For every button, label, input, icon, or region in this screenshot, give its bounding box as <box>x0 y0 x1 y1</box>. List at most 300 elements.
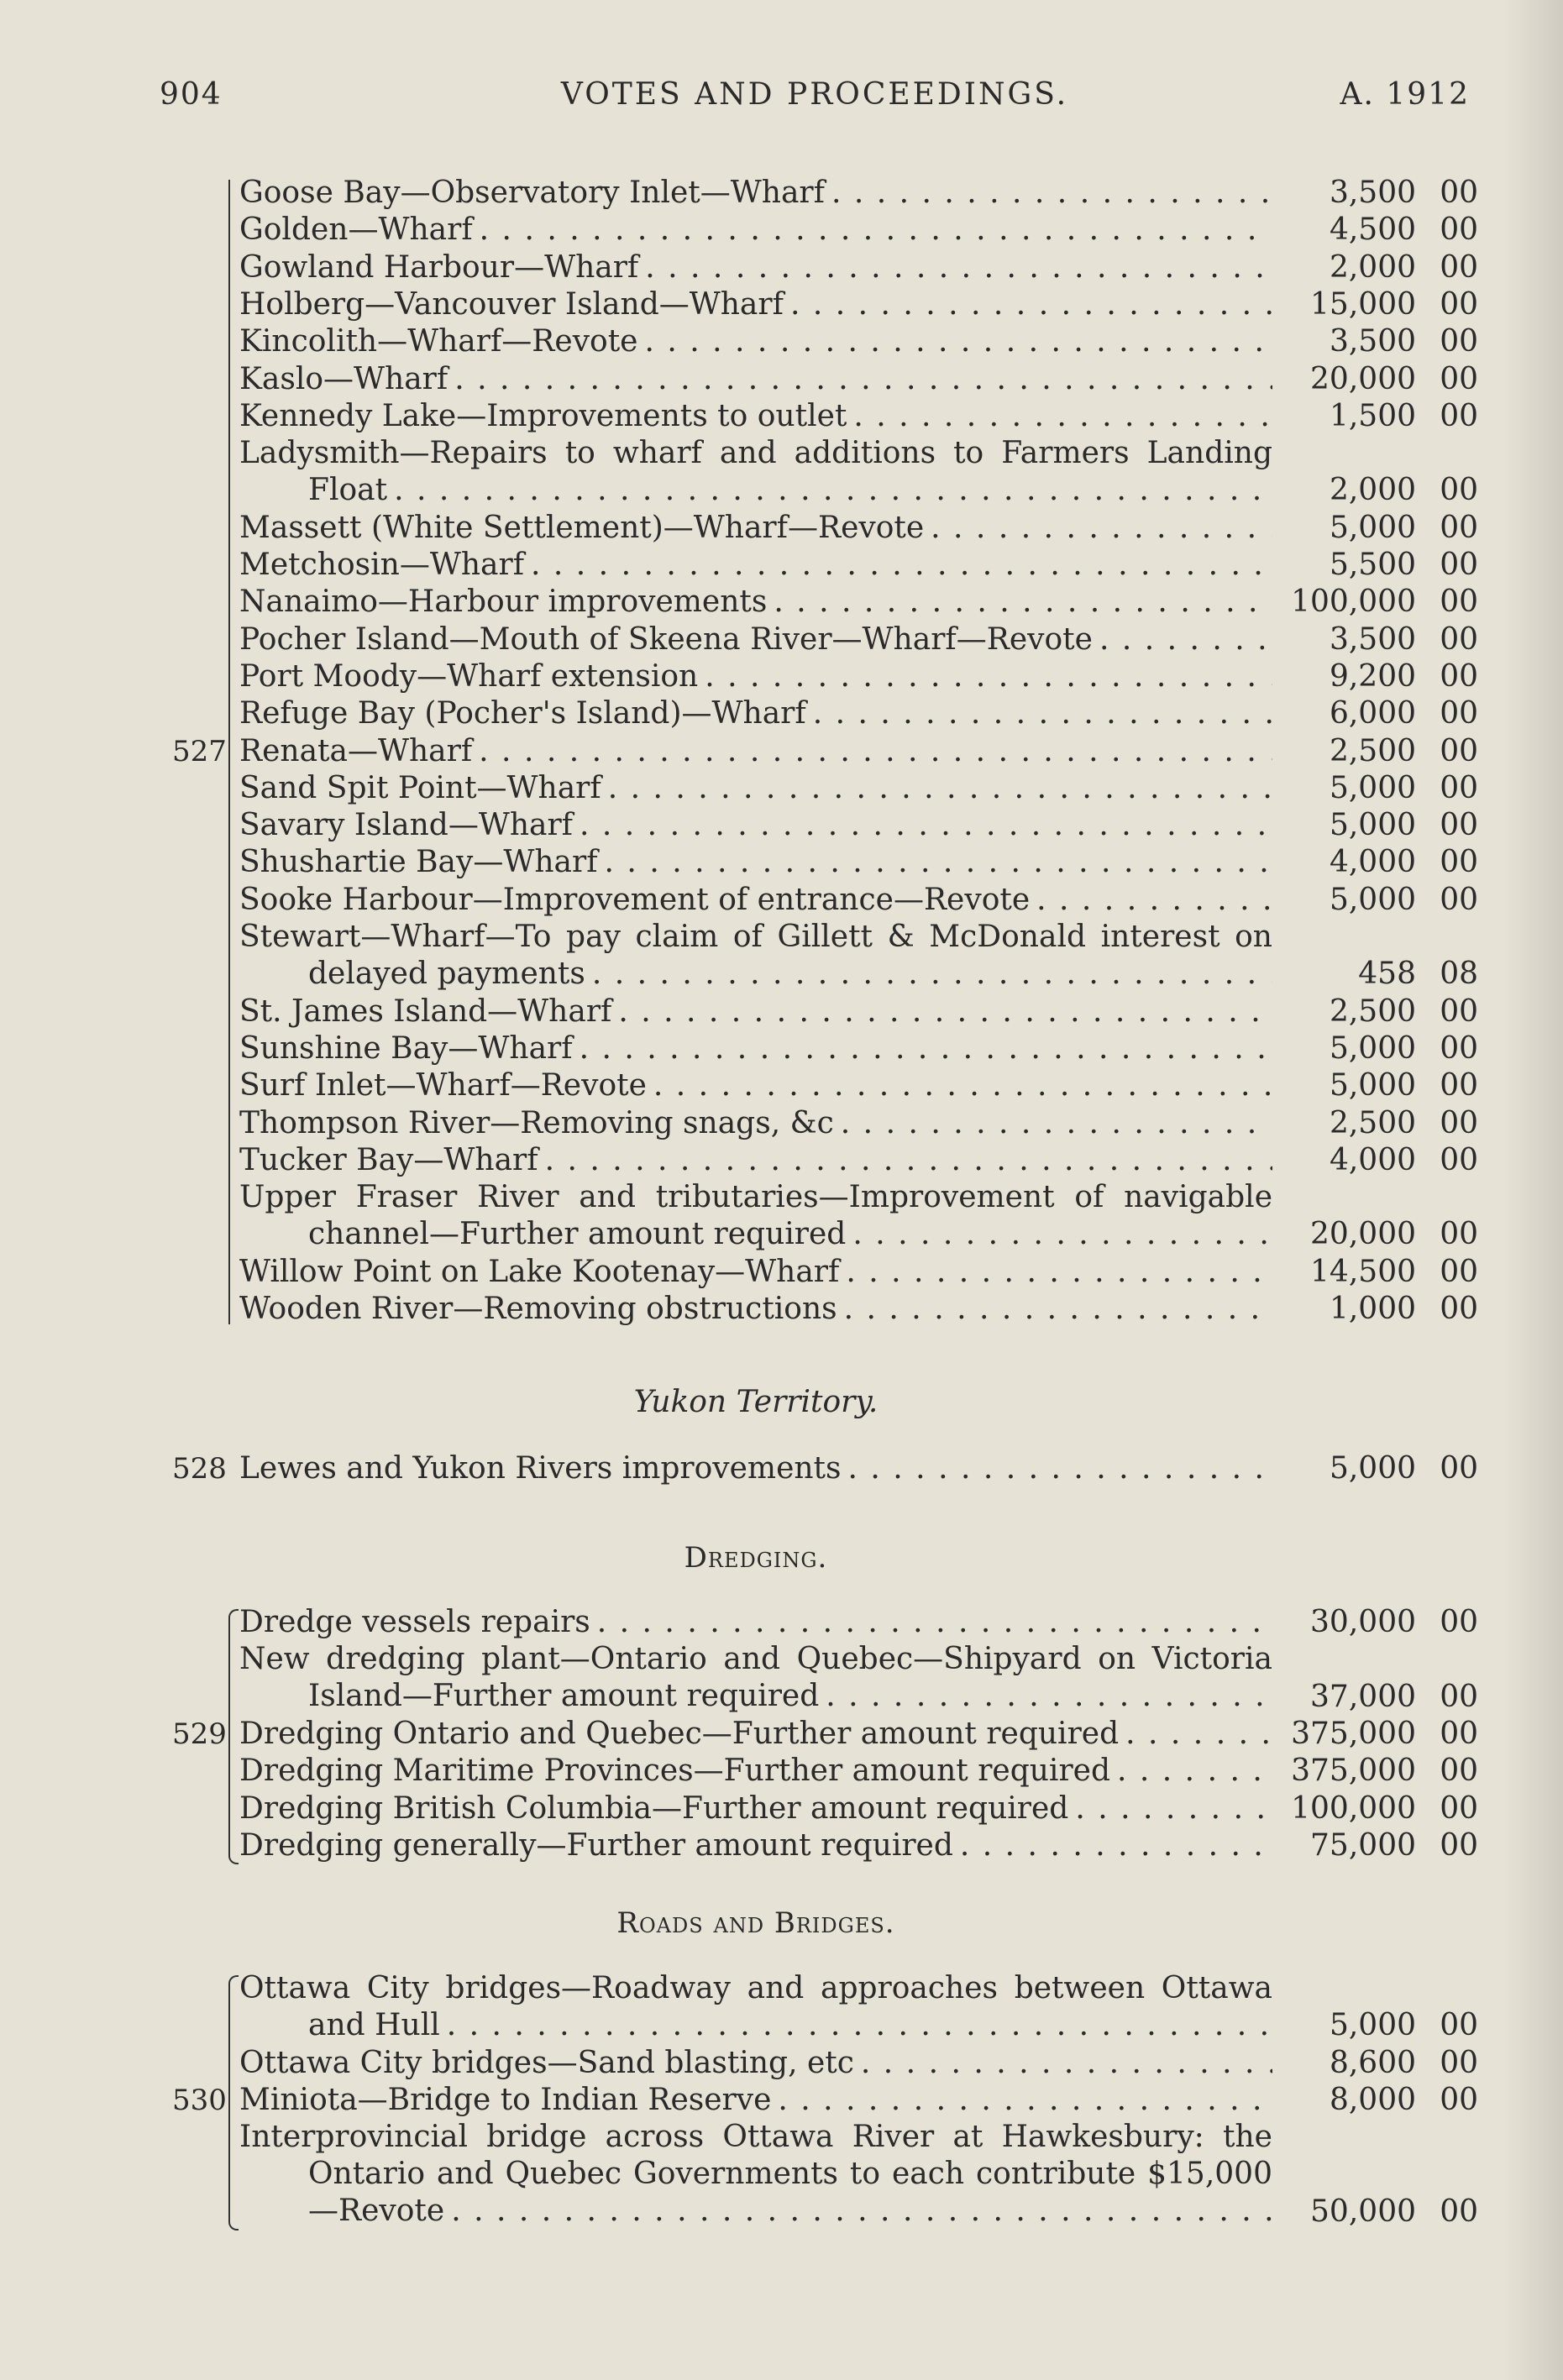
amount <box>1260 2082 1478 2119</box>
estimate-entry <box>239 1753 1272 1790</box>
amount-dollars: 1,000 <box>1329 1292 1416 1326</box>
dot-leader <box>842 1450 1272 1487</box>
entry-last-line <box>239 1790 1272 1827</box>
amount <box>1260 1679 1478 1716</box>
group-bracket <box>228 1609 239 1864</box>
amount-cents: 00 <box>1440 1030 1478 1066</box>
dot-leader <box>846 1216 1272 1253</box>
entry-text: Golden—Wharf <box>239 212 473 248</box>
amount-cents: 00 <box>1440 1754 1478 1789</box>
amount-dollars: 5,000 <box>1329 1030 1416 1066</box>
amount-dollars: 5,000 <box>1329 770 1416 805</box>
entry-leader-row <box>239 695 1272 732</box>
amount <box>1260 286 1478 323</box>
entry-text: Goose Bay—Observatory Inlet—Wharf <box>239 176 825 210</box>
entry-last-line <box>239 212 1272 249</box>
entry-text: Lewes and Yukon Rivers improvements <box>239 1451 842 1486</box>
page-header <box>160 77 1470 119</box>
entry-text: delayed payments <box>308 957 585 991</box>
dot-leader <box>924 510 1272 547</box>
entry-last-line <box>239 621 1272 658</box>
amount-dollars: 458 <box>1358 957 1416 992</box>
dot-leader <box>473 212 1272 249</box>
estimate-entry <box>239 286 1272 323</box>
dot-leader <box>771 2082 1272 2119</box>
entry-line <box>239 1641 1272 1678</box>
entry-text: —Revote <box>308 2194 445 2229</box>
dot-leader <box>784 286 1272 323</box>
entry-leader-row <box>239 1716 1272 1753</box>
amount <box>1260 249 1478 286</box>
estimate-entry <box>239 919 1272 993</box>
entry-leader-row <box>239 361 1272 398</box>
entry-leader-row <box>239 1827 1272 1864</box>
entry-leader-row <box>239 1030 1272 1067</box>
estimate-entry <box>239 1030 1272 1067</box>
page-number: 904 <box>160 77 223 112</box>
amount-dollars: 8,000 <box>1329 2082 1416 2117</box>
entry-leader-row <box>239 1254 1272 1291</box>
estimate-entry <box>239 175 1272 212</box>
entry-leader-row <box>239 175 1272 212</box>
dot-leader <box>538 1142 1272 1179</box>
entry-leader-row <box>239 286 1272 323</box>
estimate-entry <box>239 584 1272 621</box>
estimate-entry <box>239 1450 1272 1487</box>
dot-leader <box>819 1678 1272 1715</box>
entry-leader-row <box>239 1142 1272 1179</box>
entry-last-line <box>239 1827 1272 1864</box>
amount <box>1260 1254 1478 1291</box>
amount <box>1260 212 1478 249</box>
vote-number: 528 <box>172 1452 227 1486</box>
amount-cents: 00 <box>1440 2194 1478 2229</box>
amount <box>1260 1216 1478 1253</box>
entry-text: channel—Further amount required <box>308 1217 847 1252</box>
amount-cents: 00 <box>1440 176 1478 210</box>
dot-leader <box>1093 621 1272 658</box>
entry-last-line <box>239 1604 1272 1641</box>
estimate-entry <box>239 733 1272 770</box>
session-year: A. 1912 <box>1340 77 1470 112</box>
estimate-entry <box>239 361 1272 398</box>
amount-dollars: 75,000 <box>1310 1827 1416 1863</box>
entry-text: Dredging generally—Further amount required <box>239 1827 953 1863</box>
entry-last-line <box>239 249 1272 286</box>
entry-last-line <box>239 1142 1272 1179</box>
estimate-entry <box>239 1105 1272 1142</box>
dot-leader <box>854 2045 1272 2082</box>
amount <box>1260 1716 1478 1753</box>
entry-text: Willow Point on Lake Kootenay—Wharf <box>239 1254 840 1289</box>
amount-cents: 00 <box>1440 249 1478 285</box>
estimate-entry <box>239 770 1272 807</box>
amount-cents: 00 <box>1440 548 1478 582</box>
amount <box>1260 510 1478 547</box>
amount-cents: 00 <box>1440 1451 1478 1486</box>
entry-last-line <box>239 1030 1272 1067</box>
entry-last-line <box>239 1716 1272 1753</box>
dot-leader <box>387 472 1272 509</box>
amount-cents: 00 <box>1440 510 1478 545</box>
entry-last-line <box>239 1067 1272 1104</box>
dot-leader <box>573 807 1272 844</box>
entry-last-line <box>239 2193 1272 2230</box>
entry-leader-row <box>239 249 1272 286</box>
entry-text: Kaslo—Wharf <box>239 361 448 396</box>
dot-leader <box>440 2007 1272 2044</box>
amount <box>1260 956 1478 993</box>
amount <box>1260 2007 1478 2044</box>
amount-cents: 00 <box>1440 1790 1478 1826</box>
entry-last-line <box>239 695 1272 732</box>
amount-dollars: 1,500 <box>1329 398 1416 433</box>
vote-number: 529 <box>172 1717 227 1751</box>
estimate-entry <box>239 1716 1272 1753</box>
entry-last-line <box>239 658 1272 695</box>
amount-cents: 00 <box>1440 2008 1478 2043</box>
estimate-entry <box>239 1827 1272 1864</box>
section-heading: Roads and Bridges. <box>616 1906 895 1940</box>
dot-leader <box>448 361 1272 398</box>
section-heading: Dredging. <box>684 1541 828 1575</box>
entry-last-line <box>239 361 1272 398</box>
amount <box>1260 323 1478 360</box>
amount <box>1260 1827 1478 1864</box>
entry-text: Wooden River—Removing obstructions <box>239 1292 837 1326</box>
estimate-entry <box>239 993 1272 1030</box>
amount-cents: 00 <box>1440 2082 1478 2117</box>
amount <box>1260 1030 1478 1067</box>
entry-text: Dredge vessels repairs <box>239 1605 590 1639</box>
amount-cents: 00 <box>1440 1142 1478 1177</box>
entry-leader-row <box>239 1067 1272 1104</box>
entry-text: Renata—Wharf <box>239 733 473 768</box>
dot-leader <box>825 175 1272 212</box>
amount-dollars: 4,000 <box>1329 1142 1416 1177</box>
entry-text: Surf Inlet—Wharf—Revote <box>239 1068 647 1104</box>
amount-dollars: 5,000 <box>1329 510 1416 545</box>
entry-last-line <box>239 1450 1272 1487</box>
entry-leader-row <box>308 472 1272 509</box>
entry-last-line <box>239 844 1272 881</box>
amount <box>1260 1291 1478 1328</box>
entry-leader-row <box>239 1105 1272 1142</box>
estimate-entry <box>239 882 1272 919</box>
amount-cents: 00 <box>1440 398 1478 433</box>
amount-cents: 00 <box>1440 1292 1478 1326</box>
entry-text: Nanaimo—Harbour improvements <box>239 585 768 620</box>
amount-dollars: 5,000 <box>1329 1451 1416 1486</box>
entry-last-line <box>239 1105 1272 1142</box>
entry-text: Tucker Bay—Wharf <box>239 1142 538 1177</box>
amount <box>1260 807 1478 844</box>
amount-dollars: 14,500 <box>1310 1254 1416 1289</box>
entry-last-line <box>239 1216 1272 1253</box>
amount <box>1260 547 1478 584</box>
group-bracket <box>228 1975 239 2231</box>
amount-cents: 00 <box>1440 770 1478 805</box>
estimate-entry <box>239 1254 1272 1291</box>
dot-leader <box>638 323 1273 360</box>
amount-cents: 00 <box>1440 1827 1478 1863</box>
entry-text: Sunshine Bay—Wharf <box>239 1030 573 1066</box>
entry-line <box>239 919 1272 956</box>
estimate-entry <box>239 1790 1272 1827</box>
entry-last-line <box>239 733 1272 770</box>
entry-leader-row <box>239 807 1272 844</box>
amount <box>1260 770 1478 807</box>
amount-cents: 00 <box>1440 1068 1478 1104</box>
entry-leader-row <box>239 1604 1272 1641</box>
estimate-entry <box>239 2082 1272 2119</box>
entry-leader-row <box>308 1678 1272 1715</box>
amount-dollars: 100,000 <box>1291 1790 1416 1826</box>
estimate-entry <box>239 844 1272 881</box>
entry-leader-row <box>239 584 1272 621</box>
entry-text: and Hull <box>308 2008 440 2042</box>
estimate-entry <box>239 398 1272 435</box>
amount <box>1260 658 1478 695</box>
entry-last-line <box>239 1291 1272 1328</box>
amount-cents: 00 <box>1440 473 1478 508</box>
entry-line <box>239 435 1272 472</box>
amount-cents: 00 <box>1440 621 1478 657</box>
entry-leader-row <box>239 993 1272 1030</box>
entry-leader-row <box>239 844 1272 881</box>
amount <box>1260 844 1478 881</box>
entry-line <box>239 1970 1272 2007</box>
amount-dollars: 37,000 <box>1310 1679 1416 1714</box>
entry-text: Sooke Harbour—Improvement of entrance—Revote <box>239 882 1031 917</box>
amount-dollars: 5,500 <box>1329 548 1416 582</box>
entry-text: Gowland Harbour—Wharf <box>239 249 639 285</box>
entry-leader-row <box>239 1753 1272 1790</box>
entry-last-line <box>239 175 1272 212</box>
amount-dollars: 2,500 <box>1329 1105 1416 1140</box>
dot-leader <box>847 398 1272 435</box>
amount <box>1260 1067 1478 1104</box>
amount <box>1260 1450 1478 1487</box>
dot-leader <box>953 1827 1272 1864</box>
amount-cents: 00 <box>1440 361 1478 396</box>
entry-leader-row <box>239 2082 1272 2119</box>
estimate-entry <box>239 212 1272 249</box>
dot-leader <box>834 1105 1272 1142</box>
estimate-entry <box>239 1291 1272 1328</box>
entry-text: Holberg—Vancouver Island—Wharf <box>239 286 784 322</box>
section-heading: Yukon Territory. <box>633 1385 879 1419</box>
entry-leader-row <box>239 547 1272 584</box>
dot-leader <box>601 770 1272 807</box>
amount-dollars: 15,000 <box>1310 286 1416 322</box>
amount <box>1260 621 1478 658</box>
amount <box>1260 584 1478 621</box>
entry-last-line <box>239 993 1272 1030</box>
entry-last-line <box>239 510 1272 547</box>
estimate-entry <box>239 510 1272 547</box>
dot-leader <box>837 1291 1272 1328</box>
entry-last-line <box>239 1254 1272 1291</box>
vote-number: 527 <box>172 734 227 768</box>
entry-leader-row <box>239 1790 1272 1827</box>
entry-last-line <box>239 2045 1272 2082</box>
amount-cents: 00 <box>1440 696 1478 731</box>
entry-text: Refuge Bay (Pocher's Island)—Wharf <box>239 696 806 731</box>
estimate-entry <box>239 2119 1272 2230</box>
amount-cents: 00 <box>1440 658 1478 694</box>
amount-dollars: 5,000 <box>1329 882 1416 917</box>
entry-text: Sand Spit Point—Wharf <box>239 770 601 805</box>
entry-leader-row <box>308 2193 1272 2230</box>
dot-leader <box>1110 1753 1272 1790</box>
dot-leader <box>767 584 1272 621</box>
amount-cents: 00 <box>1440 1605 1478 1639</box>
amount <box>1260 361 1478 398</box>
entry-line <box>239 1179 1272 1216</box>
dot-leader <box>638 249 1272 286</box>
amount-cents: 08 <box>1440 957 1478 992</box>
entry-last-line <box>239 547 1272 584</box>
dot-leader <box>611 993 1272 1030</box>
estimate-entry <box>239 547 1272 584</box>
entry-last-line <box>239 956 1272 993</box>
amount <box>1260 472 1478 509</box>
page-title: VOTES AND PROCEEDINGS. <box>560 77 1069 112</box>
entry-leader-row <box>239 770 1272 807</box>
dot-leader <box>590 1604 1272 1641</box>
dot-leader <box>472 733 1272 770</box>
entry-leader-row <box>239 212 1272 249</box>
entry-text: Upper Fraser River and tributaries—Improvement of navigable <box>239 1180 1272 1215</box>
entry-text: Dredging British Columbia—Further amount required <box>239 1790 1069 1826</box>
dot-leader <box>573 1030 1272 1067</box>
amount <box>1260 2045 1478 2082</box>
entry-text: Port Moody—Wharf extension <box>239 658 699 694</box>
entry-last-line <box>239 472 1272 509</box>
amount-cents: 00 <box>1440 2045 1478 2080</box>
estimate-entry <box>239 621 1272 658</box>
entry-text: Kincolith—Wharf—Revote <box>239 324 638 359</box>
amount <box>1260 882 1478 919</box>
entry-leader-row <box>308 1216 1272 1253</box>
amount-dollars: 9,200 <box>1329 658 1416 694</box>
group-bracket <box>228 180 239 1324</box>
estimate-entry <box>239 249 1272 286</box>
amount-cents: 00 <box>1440 1716 1478 1751</box>
amount-dollars: 8,600 <box>1329 2045 1416 2080</box>
entry-text: Shushartie Bay—Wharf <box>239 845 598 880</box>
amount-dollars: 375,000 <box>1291 1716 1416 1751</box>
entry-leader-row <box>308 956 1272 993</box>
estimate-entry <box>239 807 1272 844</box>
amount-dollars: 5,000 <box>1329 1068 1416 1104</box>
amount-dollars: 3,500 <box>1329 621 1416 657</box>
entry-text: Ontario and Quebec Governments to each contribute $15,000 <box>308 2157 1272 2192</box>
entry-text: Savary Island—Wharf <box>239 808 574 843</box>
entry-last-line <box>239 398 1272 435</box>
estimate-entry <box>239 658 1272 695</box>
entry-text: St. James Island—Wharf <box>239 993 612 1029</box>
amount <box>1260 993 1478 1030</box>
amount-dollars: 3,500 <box>1329 176 1416 210</box>
entry-last-line <box>239 584 1272 621</box>
estimate-entry <box>239 323 1272 360</box>
amount-cents: 00 <box>1440 882 1478 917</box>
amount <box>1260 1604 1478 1641</box>
entry-leader-row <box>308 2007 1272 2044</box>
entry-text: Kennedy Lake—Improvements to outlet <box>239 398 847 433</box>
dot-leader <box>647 1067 1272 1104</box>
entry-leader-row <box>239 733 1272 770</box>
entry-text: Interprovincial bridge across Ottawa River at Hawkesbury: the <box>239 2120 1272 2155</box>
amount-dollars: 4,500 <box>1329 212 1416 248</box>
entry-leader-row <box>239 2045 1272 2082</box>
estimate-entry <box>239 1970 1272 2044</box>
entry-last-line <box>239 1753 1272 1790</box>
entry-leader-row <box>239 621 1272 658</box>
dot-leader <box>698 658 1272 695</box>
entry-leader-row <box>239 658 1272 695</box>
entry-leader-row <box>239 510 1272 547</box>
estimate-entry <box>239 1179 1272 1253</box>
estimate-entry <box>239 435 1272 509</box>
dot-leader <box>444 2193 1272 2230</box>
amount-cents: 00 <box>1440 286 1478 322</box>
estimate-entry <box>239 1067 1272 1104</box>
dot-leader <box>585 956 1272 993</box>
amount-dollars: 5,000 <box>1329 808 1416 843</box>
entry-text: Pocher Island—Mouth of Skeena River—Wharf—Revote <box>239 621 1093 657</box>
amount <box>1260 398 1478 435</box>
amount <box>1260 1142 1478 1179</box>
amount-cents: 00 <box>1440 993 1478 1029</box>
estimate-entry <box>239 2045 1272 2082</box>
dot-leader <box>839 1254 1272 1291</box>
entry-leader-row <box>239 1450 1272 1487</box>
entry-leader-row <box>239 1291 1272 1328</box>
estimate-entry <box>239 1142 1272 1179</box>
amount-dollars: 20,000 <box>1310 361 1416 396</box>
amount-cents: 00 <box>1440 1105 1478 1140</box>
entry-text: Dredging Maritime Provinces—Further amount required <box>239 1754 1111 1789</box>
amount <box>1260 1753 1478 1790</box>
entry-text: Dredging Ontario and Quebec—Further amount required <box>239 1716 1120 1751</box>
amount-dollars: 3,500 <box>1329 324 1416 359</box>
amount-dollars: 4,000 <box>1329 845 1416 880</box>
amount-cents: 00 <box>1440 1217 1478 1252</box>
amount <box>1260 733 1478 770</box>
amount <box>1260 695 1478 732</box>
amount-dollars: 6,000 <box>1329 696 1416 731</box>
entry-line <box>239 2156 1272 2193</box>
amount-cents: 00 <box>1440 845 1478 880</box>
amount <box>1260 1105 1478 1142</box>
entry-text: Metchosin—Wharf <box>239 548 525 582</box>
entry-text: Ottawa City bridges—Roadway and approaches between Ottawa <box>239 1971 1272 2005</box>
amount-dollars: 2,500 <box>1329 733 1416 768</box>
amount-cents: 00 <box>1440 212 1478 248</box>
amount-cents: 00 <box>1440 1679 1478 1714</box>
amount-dollars: 375,000 <box>1291 1754 1416 1789</box>
amount-cents: 00 <box>1440 1254 1478 1289</box>
entry-text: Stewart—Wharf—To pay claim of Gillett & McDonald interest on <box>239 920 1272 954</box>
vote-number: 530 <box>172 2083 227 2117</box>
amount-cents: 00 <box>1440 585 1478 620</box>
amount <box>1260 2194 1478 2231</box>
entry-leader-row <box>239 882 1272 919</box>
entry-text: Ladysmith—Repairs to wharf and additions to Farmers Landing <box>239 436 1272 471</box>
